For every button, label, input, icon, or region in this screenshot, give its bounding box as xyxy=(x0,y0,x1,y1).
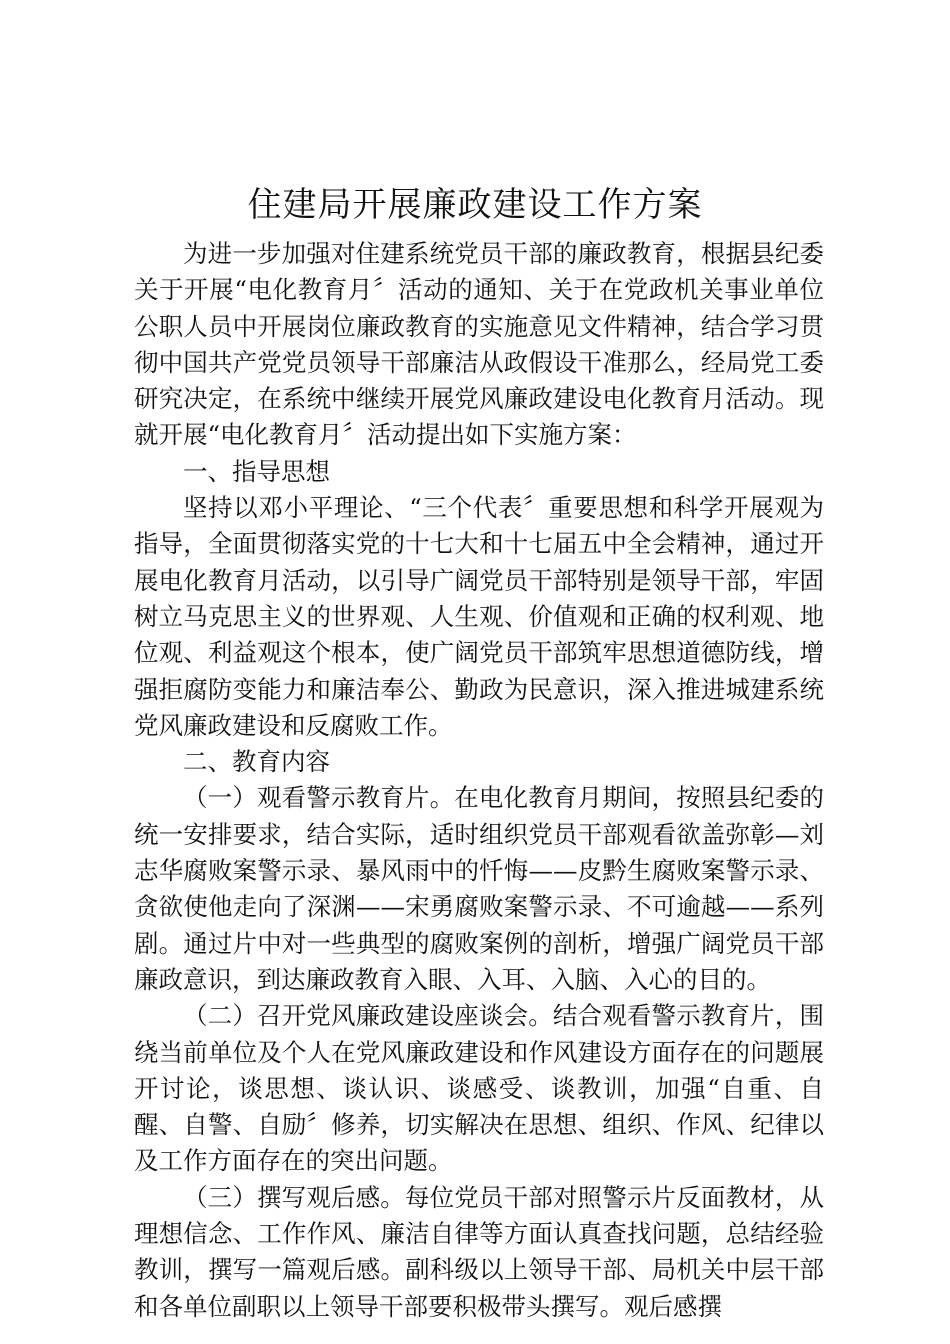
document-title: 住建局开展廉政建设工作方案 xyxy=(247,185,703,225)
document-body xyxy=(134,236,824,1325)
paragraph-item-2: （二）召开党风廉政建设座谈会。结合观看警示教育片，围绕当前单位及个人在党风廉政建设和作风建设方面存在的问题展开讨论，谈思想、谈认识、谈感受、谈教训，加强“自重、自醒、自警、自励〞修养，切实解决在思想、组织、作风、纪律以及工作方面存在的突出问题。 xyxy=(134,1001,824,1176)
paragraph-guiding-ideology: 坚持以邓小平理论、“三个代表〞重要思想和科学开展观为指导，全面贯彻落实党的十七大和十七届五中全会精神，通过开展电化教育月活动，以引导广阔党员干部特别是领导干部，牢固树立马克思主义的世界观、人生观、价值观和正确的权利观、地位观、利益观这个根本，使广阔党员干部筑牢思想道德防线，增强拒腐防变能力和廉洁奉公、勤政为民意识，深入推进城建系统党风廉政建设和反腐败工作。 xyxy=(134,493,824,740)
paragraph-item-1: （一）观看警示教育片。在电化教育月期间，按照县纪委的统一安排要求，结合实际，适时组织党员干部观看欲盖弥彰—刘志华腐败案警示录、暴风雨中的忏悔——皮黔生腐败案警示录、贪欲使他走向了深渊——宋勇腐败案警示录、不可逾越——系列剧。通过片中对一些典型的腐败案例的剖析，增强广阔党员干部廉政意识，到达廉政教育入眼、入耳、入脑、入心的目的。 xyxy=(134,783,824,994)
paragraph-item-3: （三）撰写观后感。每位党员干部对照警示片反面教材，从理想信念、工作作风、廉洁自律等方面认真查找问题，总结经验教训，撰写一篇观后感。副科级以上领导干部、局机关中层干部和各单位副职以上领导干部要积极带头撰写。观后感撰 xyxy=(134,1182,824,1321)
section-heading-guiding-ideology: 一、指导思想 xyxy=(183,456,330,486)
paragraph-intro: 为进一步加强对住建系统党员干部的廉政教育，根据县纪委关于开展“电化教育月〞活动的通知、关于在党政机关事业单位公职人员中开展岗位廉政教育的实施意见文件精神，结合学习贯彻中国共产党党员领导干部廉洁从政假设干准那么，经局党工委研究决定，在系统中继续开展党风廉政建设电化教育月活动。现就开展“电化教育月〞活动提出如下实施方案： xyxy=(134,239,824,450)
section-heading-education-content: 二、教育内容 xyxy=(183,747,330,777)
